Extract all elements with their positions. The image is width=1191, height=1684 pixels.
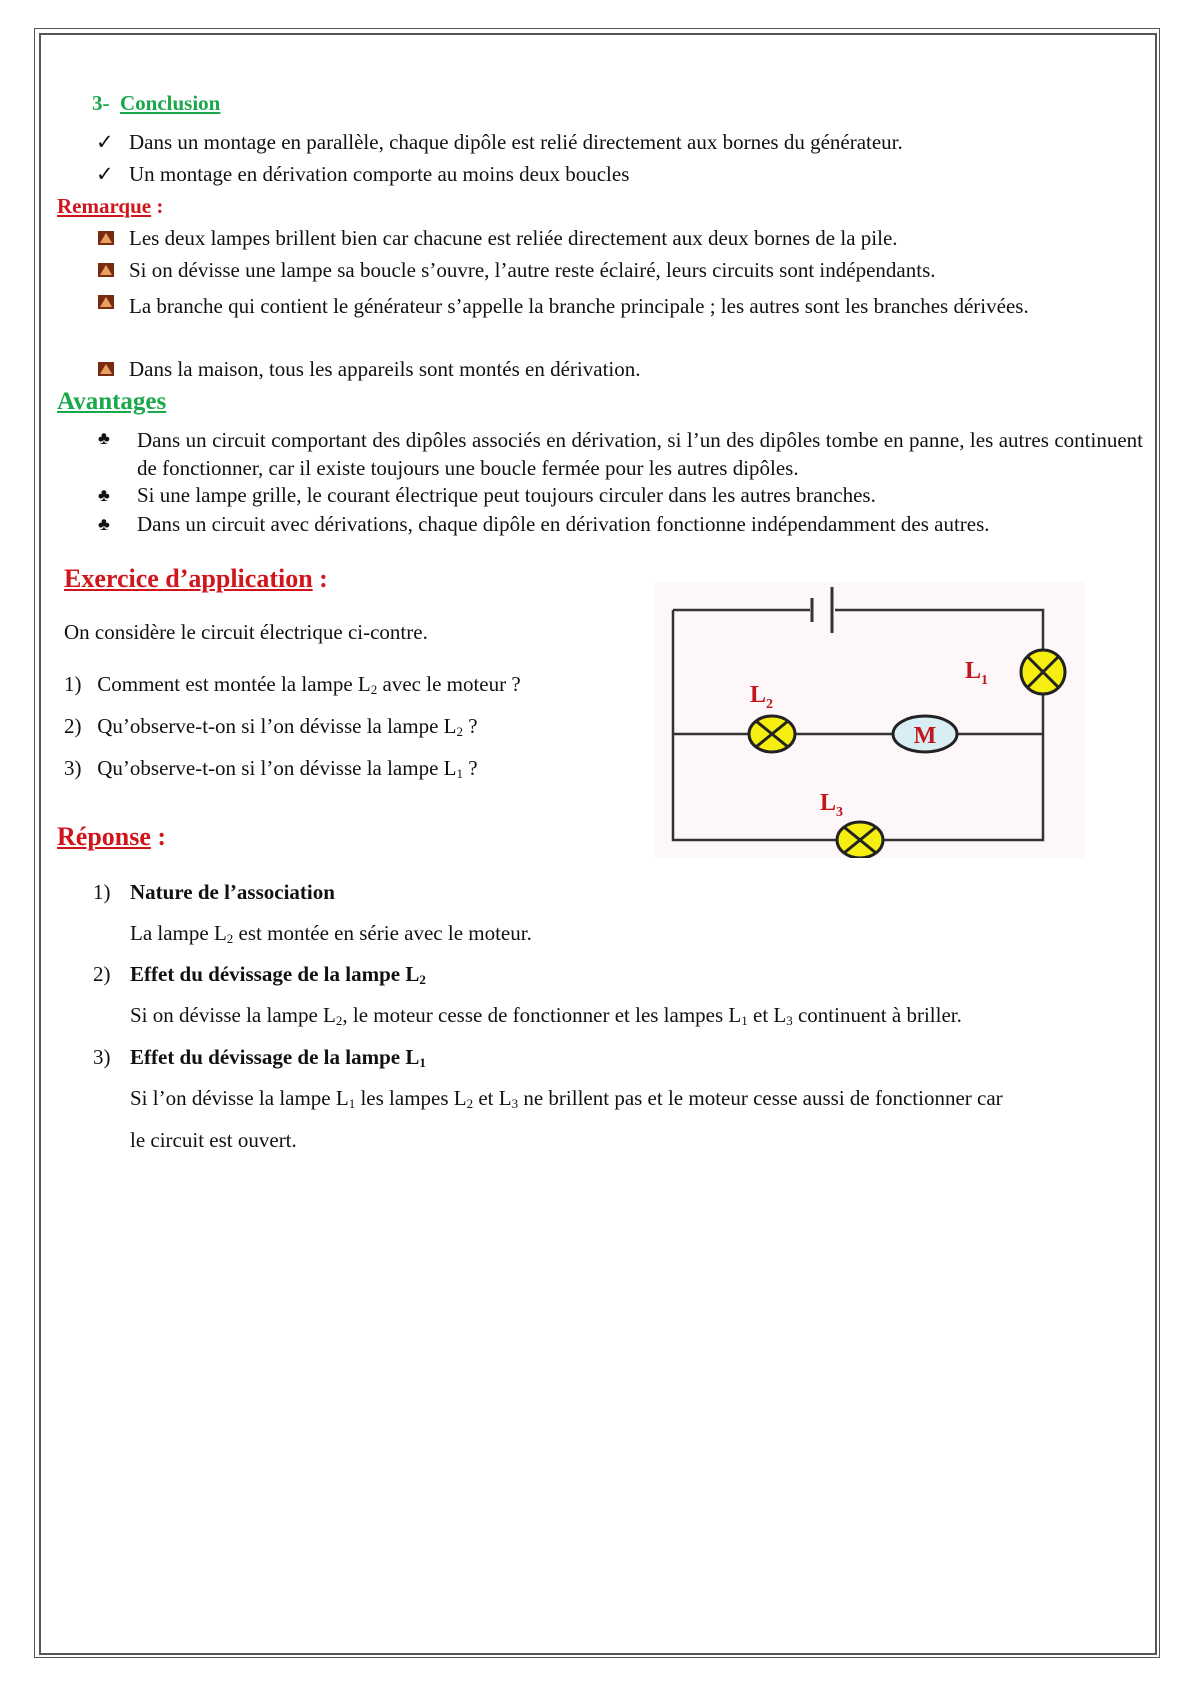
circuit-diagram — [655, 582, 1085, 858]
answer-heading: Effet du dévissage de la lampe $L_1$ — [130, 1045, 426, 1070]
answer-text: Si on dévisse la lampe $L_2$, le moteur cesse de fonctionner et les lampes $L_1$ et $L_3$ continuent à briller. — [130, 1003, 962, 1028]
conclusion-heading — [92, 91, 220, 116]
question-text: avec le moteur ? — [377, 672, 521, 696]
question-subscript: 2 — [456, 724, 463, 739]
question-subscript: 2 — [370, 682, 378, 697]
remarque-item: Si on dévisse une lampe sa boucle s’ouvre, l’autre reste éclairé, leurs circuits sont indépendants. — [129, 258, 936, 282]
remarque-title: Remarque — [57, 194, 152, 218]
reponse-heading — [57, 822, 166, 852]
answer-number: 2) — [93, 962, 111, 986]
question-text: ? — [463, 756, 478, 780]
ornament-bullet-icon — [96, 292, 116, 318]
answer-number: 1) — [93, 880, 111, 904]
motor-label: M — [913, 723, 937, 749]
conclusion-title: Conclusion — [120, 91, 221, 115]
lamp-l1 — [1021, 650, 1065, 694]
exercice-heading — [64, 564, 328, 594]
remarque-item: Les deux lampes brillent bien car chacune est reliée directement aux deux bornes de la pile. — [129, 226, 898, 250]
exercice-colon: : — [319, 564, 328, 593]
question-number: 3) — [64, 756, 82, 780]
avantages-item: Si une lampe grille, le courant électrique peut toujours circuler dans les autres branches. — [137, 483, 876, 507]
lamp-l3-label: $L_3$ — [820, 790, 844, 820]
answer-heading: Nature de l’association — [130, 880, 335, 904]
remarque-item: Dans la maison, tous les appareils sont montés en dérivation. — [129, 357, 641, 381]
lamp-l2-label: $L_2$ — [750, 682, 774, 712]
check-icon: ✓ — [96, 162, 114, 186]
reponse-colon: : — [157, 822, 167, 851]
conclusion-item: Dans un montage en parallèle, chaque dipôle est relié directement aux bornes du générateur. — [129, 130, 903, 154]
question-item — [64, 756, 478, 781]
question-text: Comment est montée la lampe L — [97, 672, 371, 696]
reponse-title: Réponse — [57, 822, 151, 851]
lamp-l2 — [749, 716, 795, 752]
circuit-background — [655, 582, 1085, 858]
avantages-item: Dans un circuit avec dérivations, chaque dipôle en dérivation fonctionne indépendamment des autres. — [137, 512, 990, 536]
answer-text: La lampe $L_2$ est montée en série avec le moteur. — [130, 921, 532, 946]
exercice-title: Exercice d’application — [64, 564, 313, 593]
club-bullet-icon: ♣ — [98, 514, 110, 534]
club-bullet-icon: ♣ — [98, 485, 110, 505]
question-text: ? — [463, 714, 478, 738]
question-item — [64, 714, 478, 739]
avantages-title: Avantages — [57, 388, 167, 415]
question-text: Qu’observe-t-on si l’on dévisse la lampe L — [97, 714, 457, 738]
club-bullet-icon: ♣ — [98, 428, 110, 448]
ornament-bullet-icon — [96, 260, 116, 286]
answer-heading: Effet du dévissage de la lampe $L_2$ — [130, 962, 426, 987]
conclusion-item: Un montage en dérivation comporte au moins deux boucles — [129, 162, 630, 186]
question-number: 2) — [64, 714, 82, 738]
remarque-heading — [57, 194, 163, 219]
lamp-l3 — [837, 822, 883, 858]
ornament-bullet-icon — [96, 359, 116, 385]
exercice-intro: On considère le circuit électrique ci-contre. — [64, 620, 428, 644]
question-item — [64, 672, 521, 697]
answer-text: le circuit est ouvert. — [130, 1128, 297, 1152]
avantages-item: Dans un circuit comportant des dipôles associés en dérivation, si l’un des dipôles tombe en panne, les autres continuent de fonctionner, car il existe toujours une boucle fermée pour les autres dipôles. — [137, 428, 1143, 480]
motor — [893, 716, 957, 752]
remarque-colon: : — [156, 194, 164, 218]
answer-number: 3) — [93, 1045, 111, 1069]
question-number: 1) — [64, 672, 82, 696]
lamp-l1-label: $L_1$ — [965, 658, 989, 688]
check-icon: ✓ — [96, 130, 114, 154]
remarque-item: La branche qui contient le générateur s’appelle la branche principale ; les autres sont les branches dérivées. — [129, 294, 1029, 318]
question-text: Qu’observe-t-on si l’on dévisse la lampe L — [97, 756, 457, 780]
ornament-bullet-icon — [96, 228, 116, 254]
answer-text: Si l’on dévisse la lampe $L_1$ les lampes $L_2$ et $L_3$ ne brillent pas et le moteur cesse aussi de fonctionner car — [130, 1086, 1003, 1111]
conclusion-number: 3- — [92, 91, 110, 115]
question-subscript: 1 — [456, 766, 463, 781]
